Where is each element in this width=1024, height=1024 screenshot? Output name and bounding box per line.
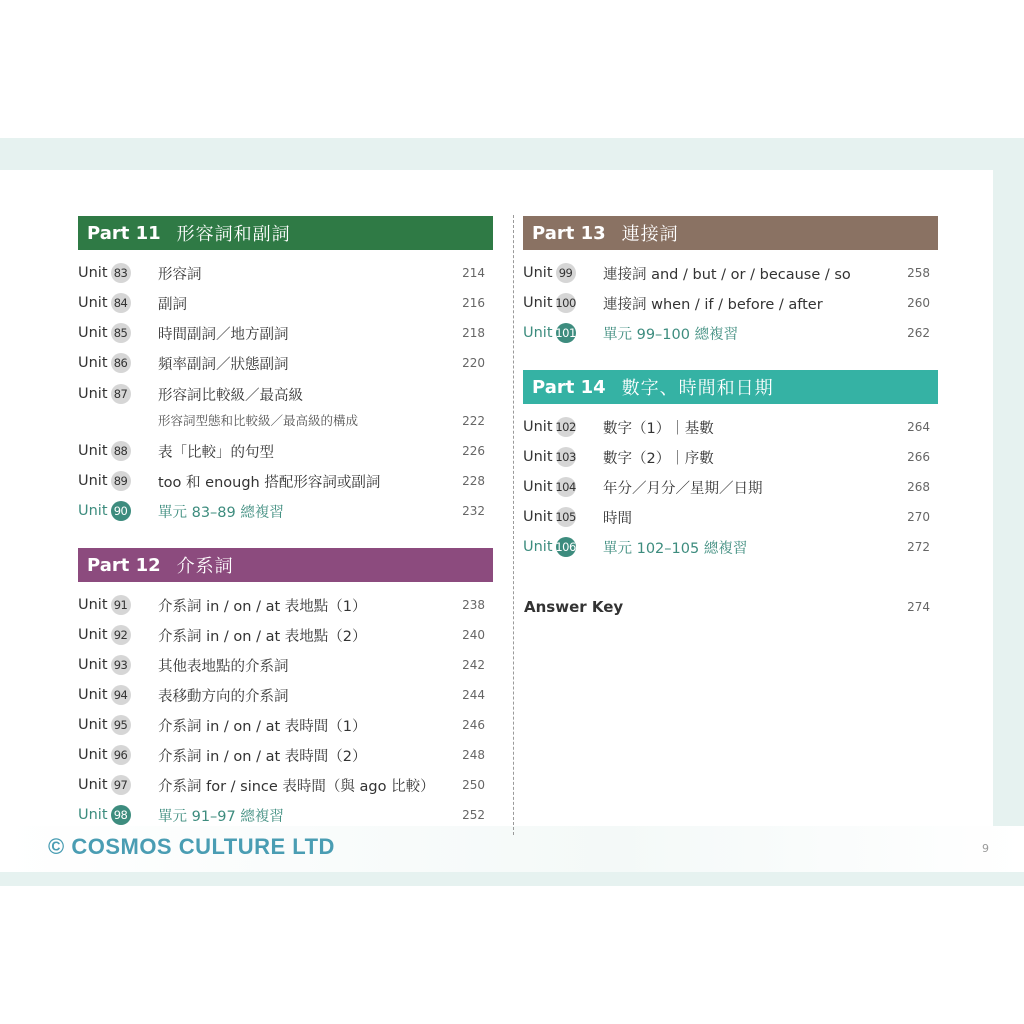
unit-word: Unit <box>78 386 108 402</box>
unit-page-number: 262 <box>907 326 930 340</box>
unit-label <box>78 745 158 765</box>
unit-row[interactable] <box>78 710 493 740</box>
unit-page-number: 226 <box>462 444 485 458</box>
unit-page-number: 232 <box>462 504 485 518</box>
unit-title-text: 時間 <box>603 510 632 527</box>
unit-title <box>603 263 938 284</box>
answer-key-row[interactable] <box>523 592 938 622</box>
unit-title <box>158 501 493 522</box>
unit-title-text: 介系詞 for / since 表時間（與 ago 比較） <box>158 778 435 795</box>
unit-title-text: 頻率副詞／狀態副詞 <box>158 356 289 373</box>
part-title: 數字、時間和日期 <box>621 378 774 399</box>
unit-subtitle: 形容詞型態和比較級／最高級的構成 <box>158 413 359 428</box>
unit-number-badge: 95 <box>111 715 131 735</box>
unit-page-number: 266 <box>907 450 930 464</box>
answer-key-page: 274 <box>907 600 930 614</box>
part-header <box>78 548 493 582</box>
unit-row[interactable] <box>523 442 938 472</box>
unit-title-text: 形容詞 <box>158 266 202 283</box>
unit-row[interactable] <box>78 348 493 378</box>
unit-word: Unit <box>78 325 108 341</box>
unit-page-number: 272 <box>907 540 930 554</box>
unit-word: Unit <box>523 419 553 435</box>
unit-title <box>603 417 938 438</box>
part-number: Part 12 <box>87 554 161 576</box>
unit-label <box>78 715 158 735</box>
unit-word: Unit <box>78 747 108 763</box>
unit-title-text: 數字（1）｜基數 <box>603 420 714 437</box>
unit-number-badge: 88 <box>111 441 131 461</box>
unit-page-number: 228 <box>462 474 485 488</box>
unit-word: Unit <box>78 503 108 519</box>
unit-title-text: 單元 83–89 總複習 <box>158 504 284 521</box>
unit-number-badge: 104 <box>556 477 576 497</box>
review-unit-row[interactable] <box>523 318 938 348</box>
unit-page-number: 260 <box>907 296 930 310</box>
unit-label <box>523 477 603 497</box>
unit-title <box>158 805 493 826</box>
unit-label <box>78 471 158 491</box>
unit-title-text: 介系詞 in / on / at 表時間（2） <box>158 748 367 765</box>
unit-title <box>158 323 493 344</box>
part-title: 介系詞 <box>176 556 234 577</box>
unit-title <box>158 441 493 462</box>
left-column <box>78 216 493 830</box>
unit-row[interactable] <box>78 318 493 348</box>
part-number: Part 14 <box>532 376 606 398</box>
section-gap <box>523 562 938 584</box>
unit-title-text: 數字（2）｜序數 <box>603 450 714 467</box>
unit-row[interactable] <box>78 740 493 770</box>
unit-title-text: 介系詞 in / on / at 表時間（1） <box>158 718 367 735</box>
unit-number-badge: 105 <box>556 507 576 527</box>
unit-number-badge: 98 <box>111 805 131 825</box>
unit-label <box>523 263 603 283</box>
unit-word: Unit <box>78 443 108 459</box>
unit-label <box>78 595 158 615</box>
unit-word: Unit <box>523 449 553 465</box>
unit-number-badge: 99 <box>556 263 576 283</box>
unit-number-badge: 83 <box>111 263 131 283</box>
unit-page-number: 258 <box>907 266 930 280</box>
unit-title <box>158 263 493 284</box>
unit-title-text: 單元 91–97 總複習 <box>158 808 284 825</box>
unit-label <box>78 805 158 825</box>
unit-number-badge: 91 <box>111 595 131 615</box>
unit-page-number: 240 <box>462 628 485 642</box>
unit-row[interactable] <box>78 378 493 436</box>
unit-label <box>78 685 158 705</box>
unit-row[interactable] <box>523 472 938 502</box>
unit-word: Unit <box>78 627 108 643</box>
unit-title-text: 副詞 <box>158 296 187 313</box>
unit-number-badge: 90 <box>111 501 131 521</box>
unit-label <box>78 293 158 313</box>
copyright-watermark: © COSMOS CULTURE LTD <box>48 834 335 859</box>
unit-label <box>78 775 158 795</box>
unit-word: Unit <box>523 265 553 281</box>
unit-row[interactable] <box>523 258 938 288</box>
unit-label <box>523 293 603 313</box>
unit-title <box>603 537 938 558</box>
unit-number-badge: 93 <box>111 655 131 675</box>
unit-number-badge: 106 <box>556 537 576 557</box>
unit-title <box>603 507 938 528</box>
unit-number-badge: 89 <box>111 471 131 491</box>
page-number: 9 <box>982 842 989 855</box>
unit-row[interactable] <box>78 436 493 466</box>
part-header <box>523 370 938 404</box>
unit-label <box>523 323 603 343</box>
unit-word: Unit <box>523 509 553 525</box>
unit-row[interactable] <box>78 650 493 680</box>
unit-page-number: 244 <box>462 688 485 702</box>
unit-page-number: 264 <box>907 420 930 434</box>
unit-title-text: 連接詞 when / if / before / after <box>603 296 823 313</box>
unit-word: Unit <box>523 295 553 311</box>
review-unit-row[interactable] <box>523 532 938 562</box>
unit-label <box>523 537 603 557</box>
unit-page-number: 220 <box>462 356 485 370</box>
section-gap <box>523 348 938 370</box>
unit-title-text: 單元 102–105 總複習 <box>603 540 748 557</box>
unit-word: Unit <box>523 539 553 555</box>
unit-row[interactable] <box>523 412 938 442</box>
unit-label <box>78 625 158 645</box>
unit-row[interactable] <box>78 466 493 496</box>
unit-title-text: 連接詞 and / but / or / because / so <box>603 266 851 283</box>
unit-label <box>78 263 158 283</box>
unit-page-number: 222 <box>462 414 485 428</box>
unit-label <box>78 353 158 373</box>
unit-page-number: 214 <box>462 266 485 280</box>
part-title: 形容詞和副詞 <box>176 224 291 245</box>
unit-word: Unit <box>78 265 108 281</box>
unit-number-badge: 96 <box>111 745 131 765</box>
unit-label <box>523 447 603 467</box>
unit-row[interactable] <box>78 770 493 800</box>
unit-title <box>158 715 493 736</box>
unit-label <box>78 655 158 675</box>
unit-page-number: 242 <box>462 658 485 672</box>
unit-title <box>158 775 493 796</box>
unit-word: Unit <box>78 473 108 489</box>
unit-label <box>523 507 603 527</box>
part-number: Part 13 <box>532 222 606 244</box>
unit-title-text: 時間副詞／地方副詞 <box>158 326 289 343</box>
unit-page-number: 248 <box>462 748 485 762</box>
unit-word: Unit <box>78 597 108 613</box>
unit-title-text: 單元 99–100 總複習 <box>603 326 739 343</box>
unit-label <box>523 417 603 437</box>
unit-word: Unit <box>523 325 553 341</box>
unit-label <box>78 384 158 404</box>
unit-page-number: 250 <box>462 778 485 792</box>
unit-number-badge: 100 <box>556 293 576 313</box>
part-title: 連接詞 <box>621 224 679 245</box>
unit-page-number: 270 <box>907 510 930 524</box>
unit-row[interactable] <box>78 258 493 288</box>
unit-title <box>158 655 493 676</box>
unit-row[interactable] <box>523 502 938 532</box>
right-column <box>523 216 938 622</box>
unit-word: Unit <box>78 355 108 371</box>
unit-row[interactable] <box>78 288 493 318</box>
unit-number-badge: 87 <box>111 384 131 404</box>
unit-title <box>158 595 493 616</box>
unit-row[interactable] <box>78 590 493 620</box>
unit-label <box>78 441 158 461</box>
unit-title <box>158 293 493 314</box>
unit-row[interactable] <box>78 620 493 650</box>
unit-word: Unit <box>78 717 108 733</box>
column-divider <box>513 215 514 835</box>
unit-page-number: 216 <box>462 296 485 310</box>
unit-title <box>603 477 938 498</box>
unit-page-number: 246 <box>462 718 485 732</box>
unit-number-badge: 101 <box>556 323 576 343</box>
unit-word: Unit <box>78 657 108 673</box>
unit-title-text: 形容詞比較級／最高級 <box>158 388 303 404</box>
unit-page-number: 218 <box>462 326 485 340</box>
unit-page-number: 238 <box>462 598 485 612</box>
unit-title-text: too 和 enough 搭配形容詞或副詞 <box>158 474 381 491</box>
unit-word: Unit <box>78 687 108 703</box>
answer-key-label: Answer Key <box>524 598 624 616</box>
unit-number-badge: 85 <box>111 323 131 343</box>
unit-title <box>158 471 493 492</box>
unit-title <box>603 323 938 344</box>
unit-number-badge: 94 <box>111 685 131 705</box>
unit-title <box>158 384 493 429</box>
unit-title <box>158 745 493 766</box>
unit-word: Unit <box>78 807 108 823</box>
unit-title <box>158 625 493 646</box>
unit-title-text: 介系詞 in / on / at 表地點（1） <box>158 598 367 615</box>
unit-label <box>78 501 158 521</box>
unit-word: Unit <box>523 479 553 495</box>
unit-word: Unit <box>78 295 108 311</box>
review-unit-row[interactable] <box>78 800 493 830</box>
part-number: Part 11 <box>87 222 161 244</box>
unit-title <box>158 685 493 706</box>
unit-page-number: 252 <box>462 808 485 822</box>
unit-title <box>603 293 938 314</box>
unit-title-text: 年分／月分／星期／日期 <box>603 480 763 497</box>
unit-row[interactable] <box>523 288 938 318</box>
unit-word: Unit <box>78 777 108 793</box>
unit-number-badge: 92 <box>111 625 131 645</box>
unit-title-text: 表移動方向的介系詞 <box>158 688 289 705</box>
unit-number-badge: 102 <box>556 417 576 437</box>
part-header <box>78 216 493 250</box>
review-unit-row[interactable] <box>78 496 493 526</box>
unit-title-text: 其他表地點的介系詞 <box>158 658 289 675</box>
unit-page-number: 268 <box>907 480 930 494</box>
section-gap <box>78 526 493 548</box>
part-header <box>523 216 938 250</box>
unit-title-text: 表「比較」的句型 <box>158 444 274 461</box>
unit-title-text: 介系詞 in / on / at 表地點（2） <box>158 628 367 645</box>
unit-number-badge: 84 <box>111 293 131 313</box>
unit-number-badge: 103 <box>556 447 576 467</box>
unit-number-badge: 86 <box>111 353 131 373</box>
unit-title <box>603 447 938 468</box>
unit-number-badge: 97 <box>111 775 131 795</box>
unit-row[interactable] <box>78 680 493 710</box>
unit-title <box>158 353 493 374</box>
unit-label <box>78 323 158 343</box>
